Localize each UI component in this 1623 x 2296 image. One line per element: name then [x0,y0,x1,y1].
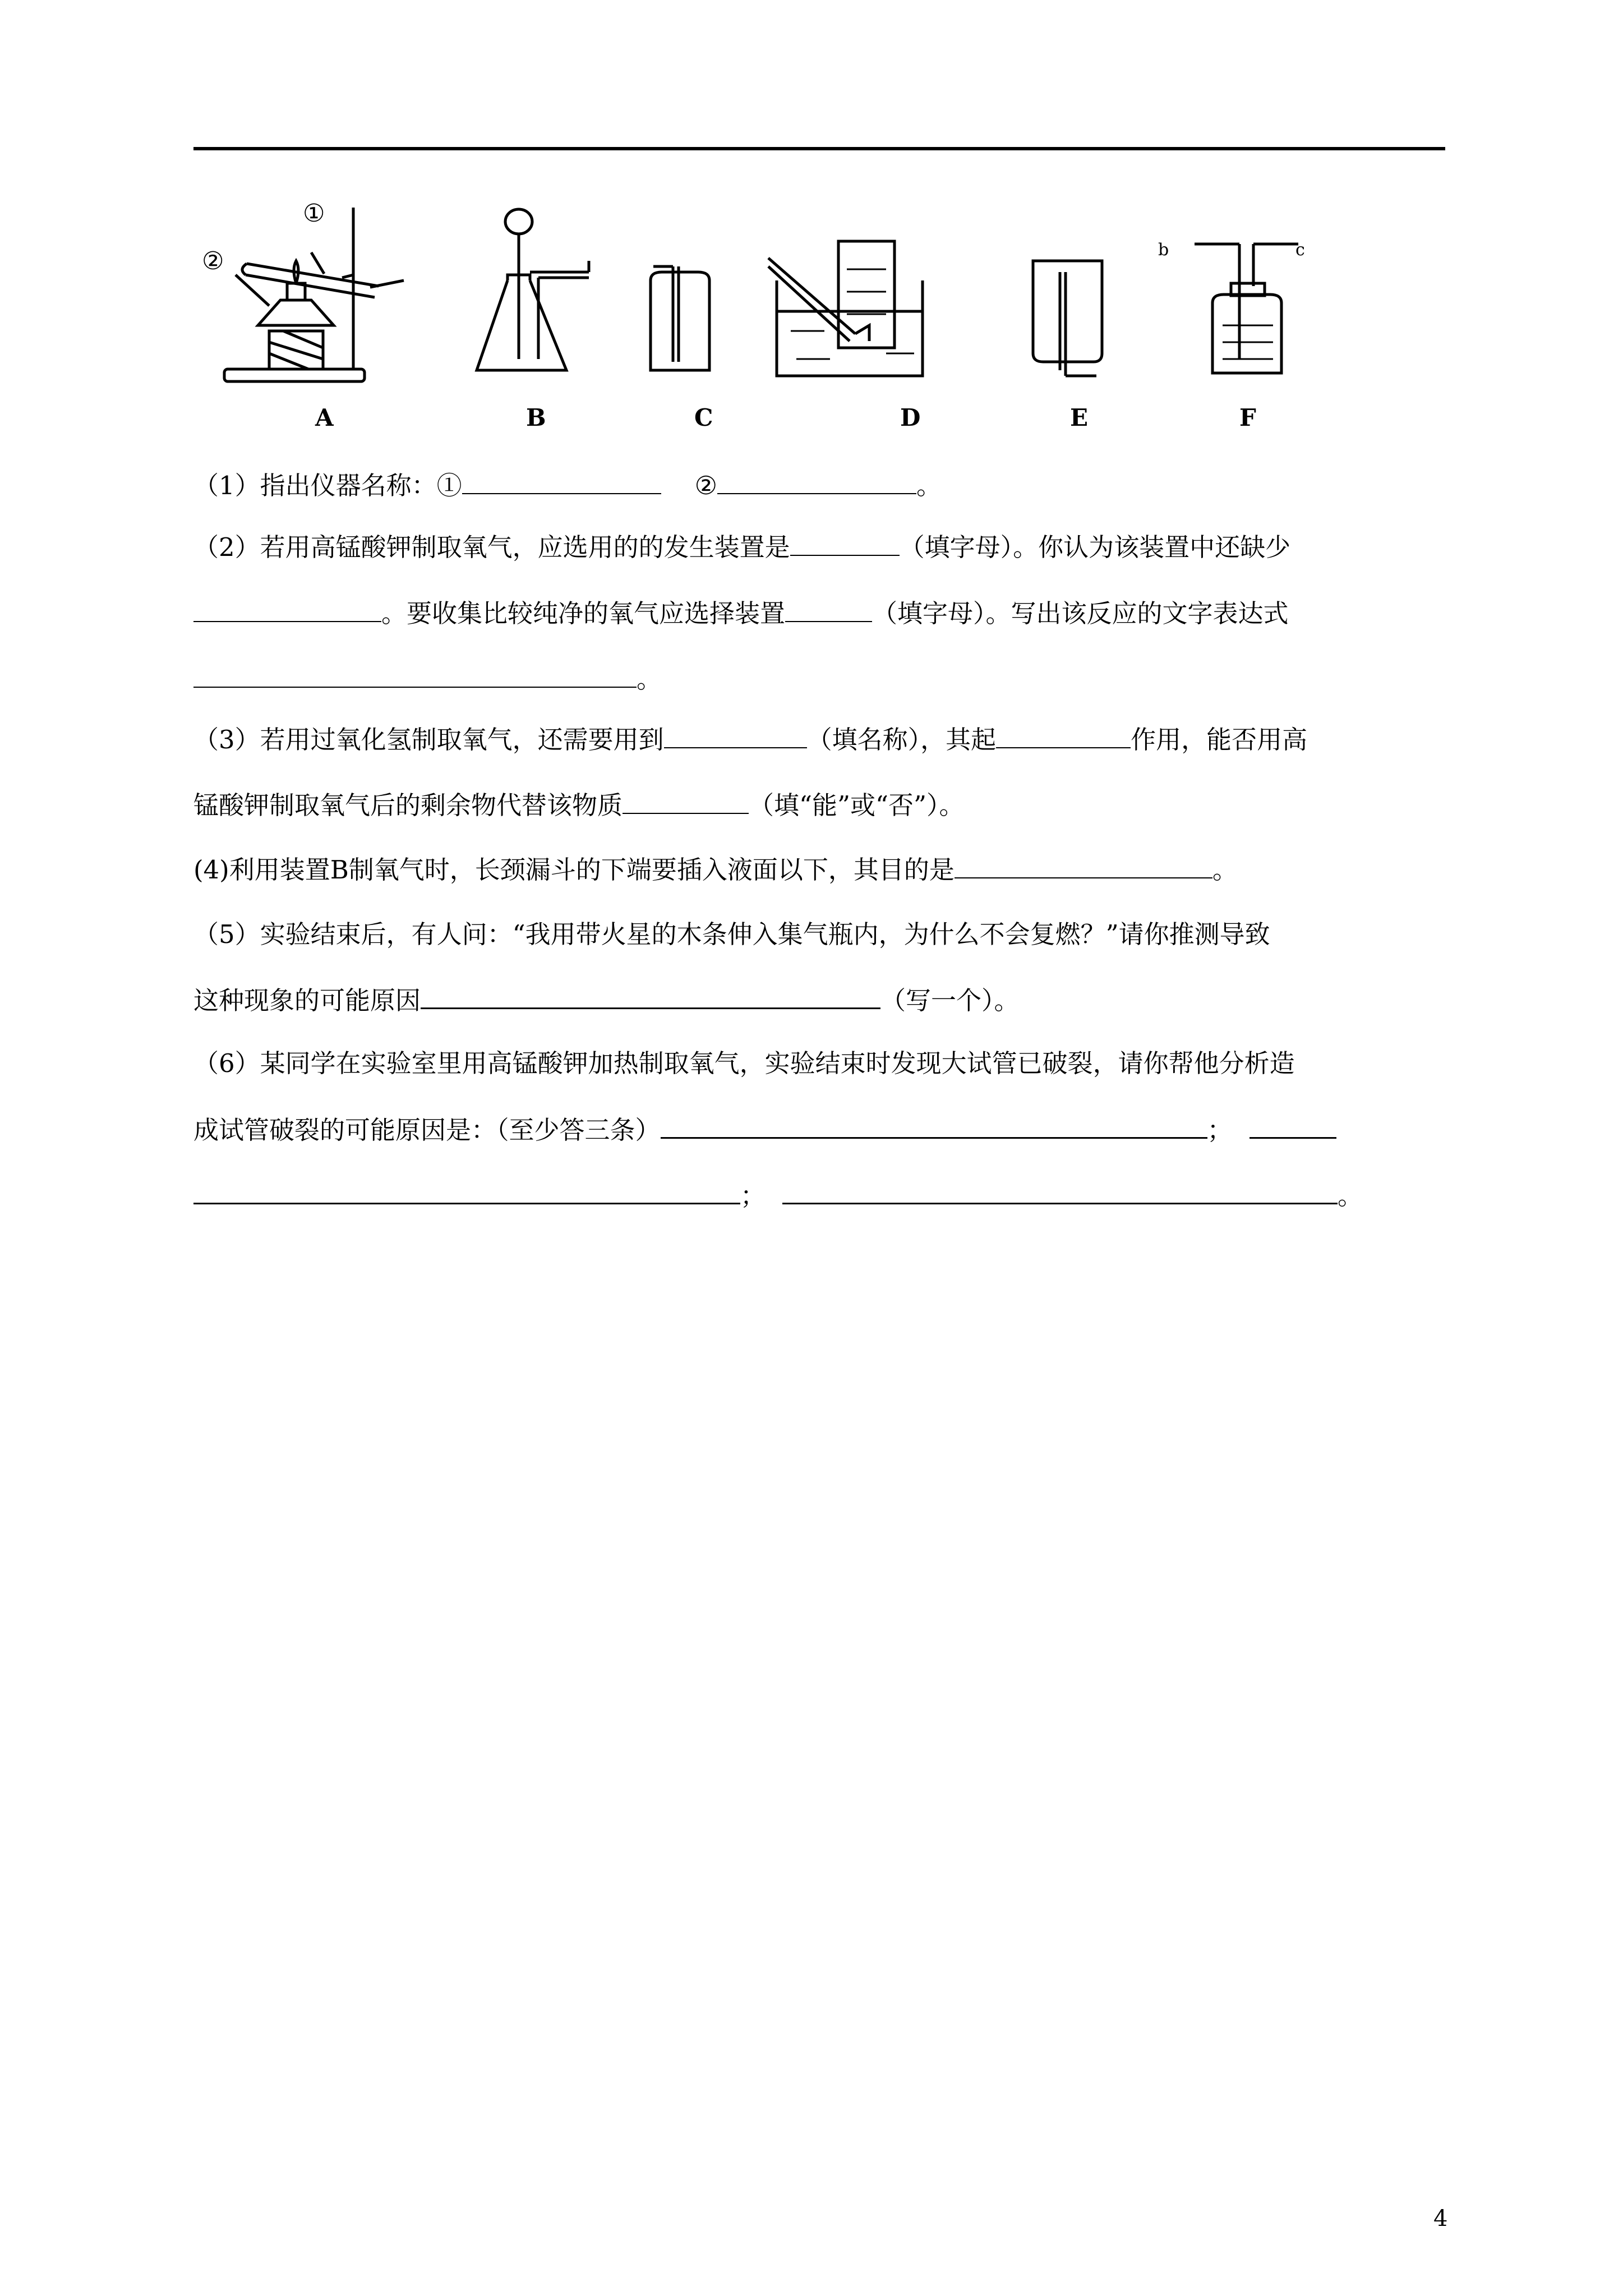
q6-line1: （6）某同学在实验室里用高锰酸钾加热制取氧气，实验结束时发现大试管已破裂，请你帮他分析造 [193,1048,1295,1078]
question-5-line-1 [193,917,1445,952]
q3-blank-1[interactable] [664,723,807,748]
q1-blank-2[interactable] [717,468,916,494]
q5-line2-a: 这种现象的可能原因 [193,986,421,1015]
q3-blank-3[interactable] [623,788,749,814]
q2-line2-a: 。要收集比较纯净的氧气应选择装置 [381,599,786,628]
apparatus-c [651,266,709,370]
q5-line1: （5）实验结束后，有人问：“我用带火星的木条伸入集气瓶内，为什么不会复燃？”请你推测导致 [193,919,1270,949]
figure-label-a: A [315,404,334,431]
q1-prefix: （1）指出仪器名称：① [193,471,462,500]
q3-line1-a: （3）若用过氧化氢制取氧气，还需要用到 [193,725,664,754]
q4-end: 。 [1212,855,1238,885]
q1-blank-1[interactable] [462,468,661,494]
apparatus-f [1195,244,1298,373]
apparatus-b [477,209,589,370]
q3-blank-2[interactable] [996,723,1131,748]
q6-line2-a: 成试管破裂的可能原因是：（至少答三条） [193,1115,661,1145]
q4-prefix: (4)利用装置B制氧气时，长颈漏斗的下端要插入液面以下，其目的是 [193,855,955,885]
q5-line2-b: （写一个）。 [880,986,1020,1015]
apparatus-drawings [185,191,1329,398]
q6-blank-2a[interactable] [1249,1112,1336,1139]
question-2-line-1 [193,530,1445,565]
q2-line1-a: （2）若用高锰酸钾制取氧气，应选用的的发生装置是 [193,532,790,562]
question-6-line-3 [193,1178,1445,1213]
q6-blank-2b[interactable] [193,1178,740,1204]
figure-label-e: E [1070,404,1089,431]
apparatus-d [768,241,923,376]
q6-sep-2: ； [740,1181,766,1211]
question-4 [193,853,1445,887]
question-1 [193,468,1445,503]
q2-line3-end: 。 [637,664,662,694]
q2-blank-4[interactable] [193,662,637,688]
q3-line1-b: （填名称），其起 [806,725,997,754]
q2-line2-b: （填字母）。写出该反应的文字表达式 [872,599,1289,628]
question-2-line-2 [193,596,1445,631]
q2-blank-3[interactable] [785,596,872,622]
question-3-line-1 [193,723,1445,757]
apparatus-figure [185,191,1329,449]
header-rule [193,147,1445,150]
apparatus-e [1033,261,1102,376]
question-2-line-3 [193,662,1445,697]
page-number: 4 [1433,2206,1448,2231]
q5-blank[interactable] [421,983,880,1009]
figure-label-d: D [900,404,921,431]
q3-line1-c: 作用，能否用高 [1131,725,1308,754]
q1-mid: ② [694,471,717,500]
q3-line2-a: 锰酸钾制取氧气后的剩余物代替该物质 [193,790,623,820]
question-3-line-2 [193,788,1445,823]
q4-blank[interactable] [955,853,1212,878]
apparatus-a [224,208,404,381]
q3-line2-b: （填“能”或“否”）。 [749,790,965,820]
q6-blank-3[interactable] [782,1178,1338,1204]
q2-line1-b: （填字母）。你认为该装置中还缺少 [899,532,1291,562]
q1-end: 。 [916,471,942,500]
q6-end: 。 [1338,1181,1363,1211]
figure-label-c: C [694,404,713,431]
question-5-line-2 [193,983,1445,1018]
callout-2: ② [202,247,224,275]
question-6-line-2 [193,1112,1445,1148]
pipe-label-c: c [1295,240,1305,260]
callout-1: ① [303,199,325,228]
q6-sep-1: ； [1207,1115,1233,1145]
pipe-label-b: b [1158,240,1169,260]
figure-label-f: F [1239,404,1256,431]
q2-blank-1[interactable] [790,530,900,556]
q6-blank-1[interactable] [661,1112,1207,1139]
figure-label-b: B [526,404,546,431]
question-6-line-1 [193,1046,1445,1081]
q2-blank-2[interactable] [193,596,381,622]
